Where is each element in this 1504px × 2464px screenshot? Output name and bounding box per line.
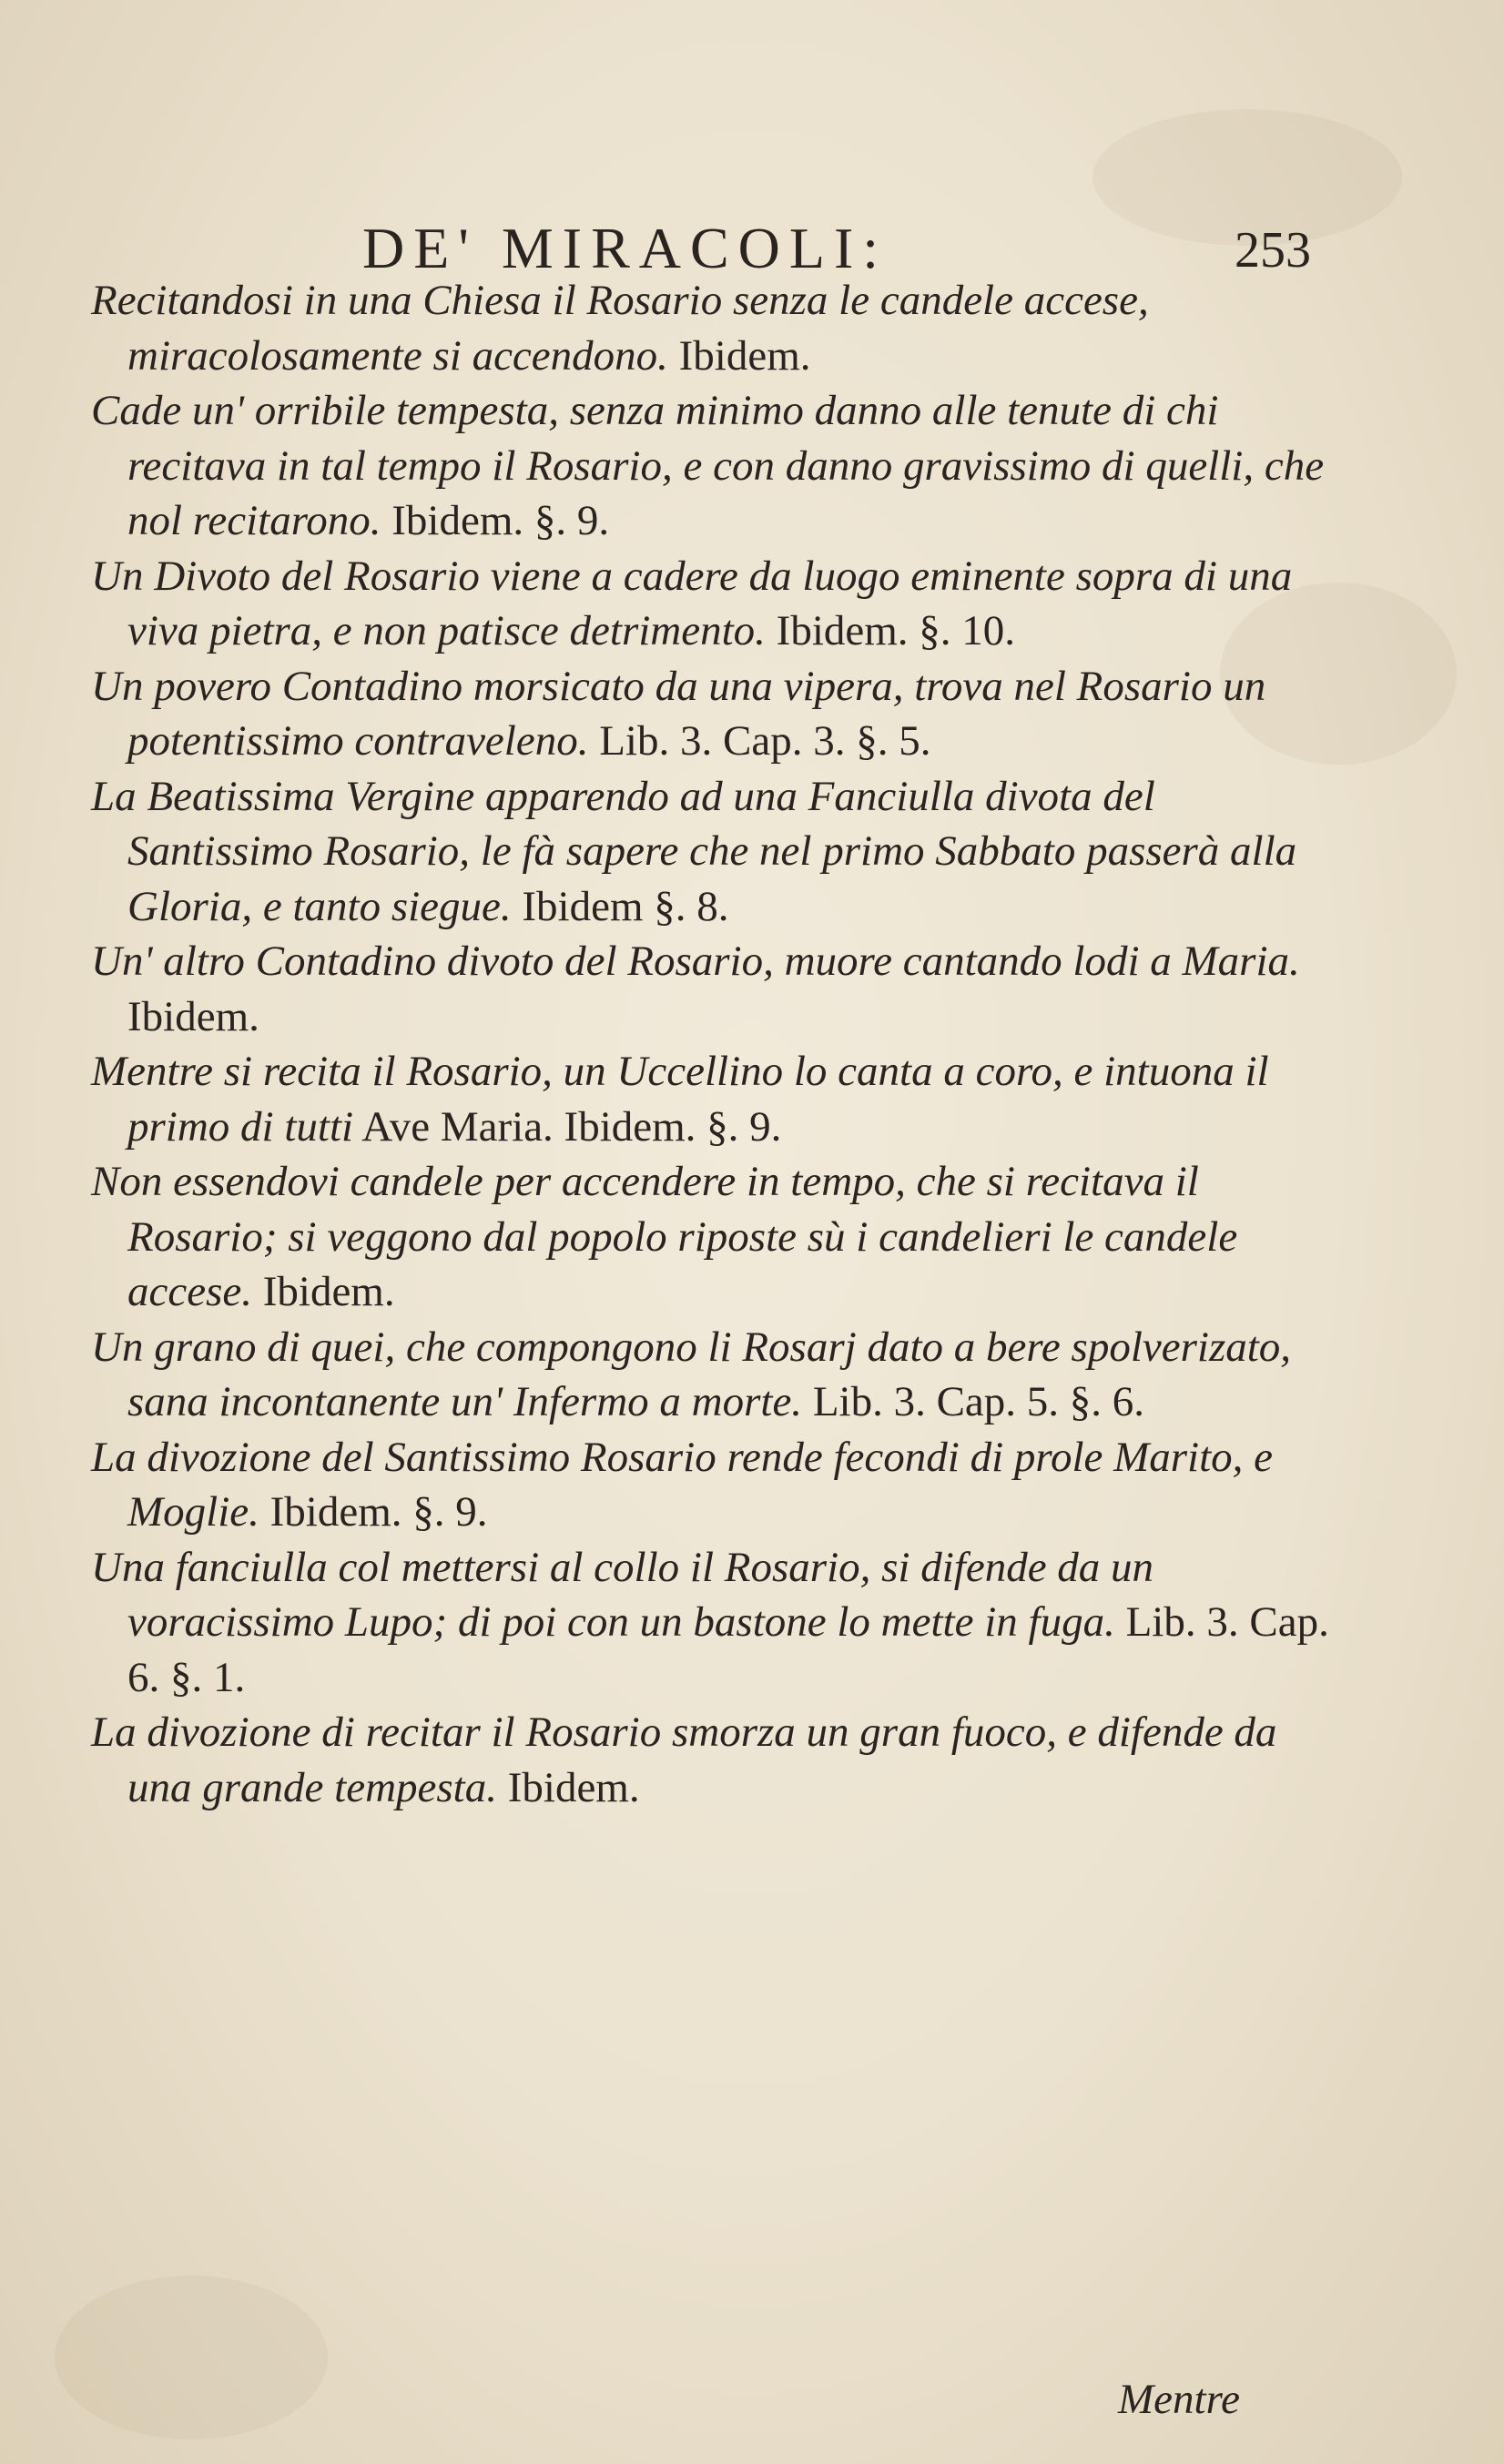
entry-text: Un' altro Contadino divoto del Rosario, muore cantando lodi a Maria. [91,938,1300,985]
entry-reference: Ibidem. §. 9. [391,497,610,544]
entry-reference: Ibidem. §. 9. [269,1488,488,1536]
entry-text: Un Divoto del Rosario viene a cadere da luogo eminente sopra di una viva pietra, e non patisce detrimento. [91,552,1293,654]
running-head [100,217,1311,280]
list-item [91,934,1329,1044]
list-item [91,659,1329,769]
entry-text: Mentre si recita il Rosario, un Uccellino lo canta a coro, e intuona il primo di tutti [91,1048,1269,1151]
entry-text: Non essendovi candele per accendere in tempo, che si recitava il Rosario; si veggono dal popolo riposte sù i candelieri le candele accese. [91,1158,1238,1315]
entry-reference: Lib. 3. Cap. 6. §. 1. [127,1598,1329,1701]
list-item [91,1705,1329,1815]
list-item [91,273,1329,383]
entry-reference: Ave Maria. Ibidem. §. 9. [361,1102,782,1151]
entry-text: La Beatissima Vergine apparendo ad una Fanciulla divota del Santissimo Rosario, le fà sapere che nel primo Sabbato passerà alla Gloria, e tanto siegue. [91,772,1297,930]
list-item [91,1044,1329,1154]
catchword: Mentre [1118,2376,1240,2423]
list-item [91,1540,1329,1706]
page-number: 253 [1235,222,1311,279]
list-item [91,1430,1329,1540]
list-item [91,769,1329,935]
entry-reference: Ibidem. [507,1763,640,1811]
entry-reference: Ibidem. [678,331,811,380]
entry-text: Una fanciulla col mettersi al collo il Rosario, si difende da un voracissimo Lupo; di poi con un bastone lo mette in fuga. [91,1543,1154,1646]
list-item [91,1320,1329,1430]
paper-stain [55,2276,328,2439]
entry-text: Recitandosi in una Chiesa il Rosario senza le candele accese, miracolosamente si accendono. [91,277,1149,380]
list-item [91,383,1329,549]
entry-list [91,273,1329,1815]
entry-reference: Ibidem §. 8. [522,882,729,930]
entry-text: La divozione di recitar il Rosario smorza un gran fuoco, e difende da una grande tempesta. [91,1709,1277,1811]
list-item [91,1154,1329,1320]
entry-reference: Ibidem. [127,992,259,1040]
entry-reference: Lib. 3. Cap. 3. §. 5. [599,717,931,765]
entry-text: La divozione del Santissimo Rosario rende fecondi di prole Marito, e Moglie. [91,1433,1274,1536]
entry-text: Un grano di quei, che compongono li Rosarj dato a bere spolverizato, sana incontanente un' Infermo a morte. [91,1323,1292,1425]
entry-text: Cade un' orribile tempesta, senza minimo danno alle tenute di chi recitava in tal tempo il Rosario, e con danno gravissimo di quelli, che nol recitarono. [91,387,1325,544]
entry-reference: Lib. 3. Cap. 5. §. 6. [812,1378,1145,1425]
list-item [91,549,1329,659]
running-title: DE' MIRACOLI: [362,216,889,280]
entry-reference: Ibidem. §. 10. [776,607,1016,654]
entry-reference: Ibidem. [262,1268,395,1315]
entry-text: Un povero Contadino morsicato da una vipera, trova nel Rosario un potentissimo contraveleno. [91,662,1266,765]
